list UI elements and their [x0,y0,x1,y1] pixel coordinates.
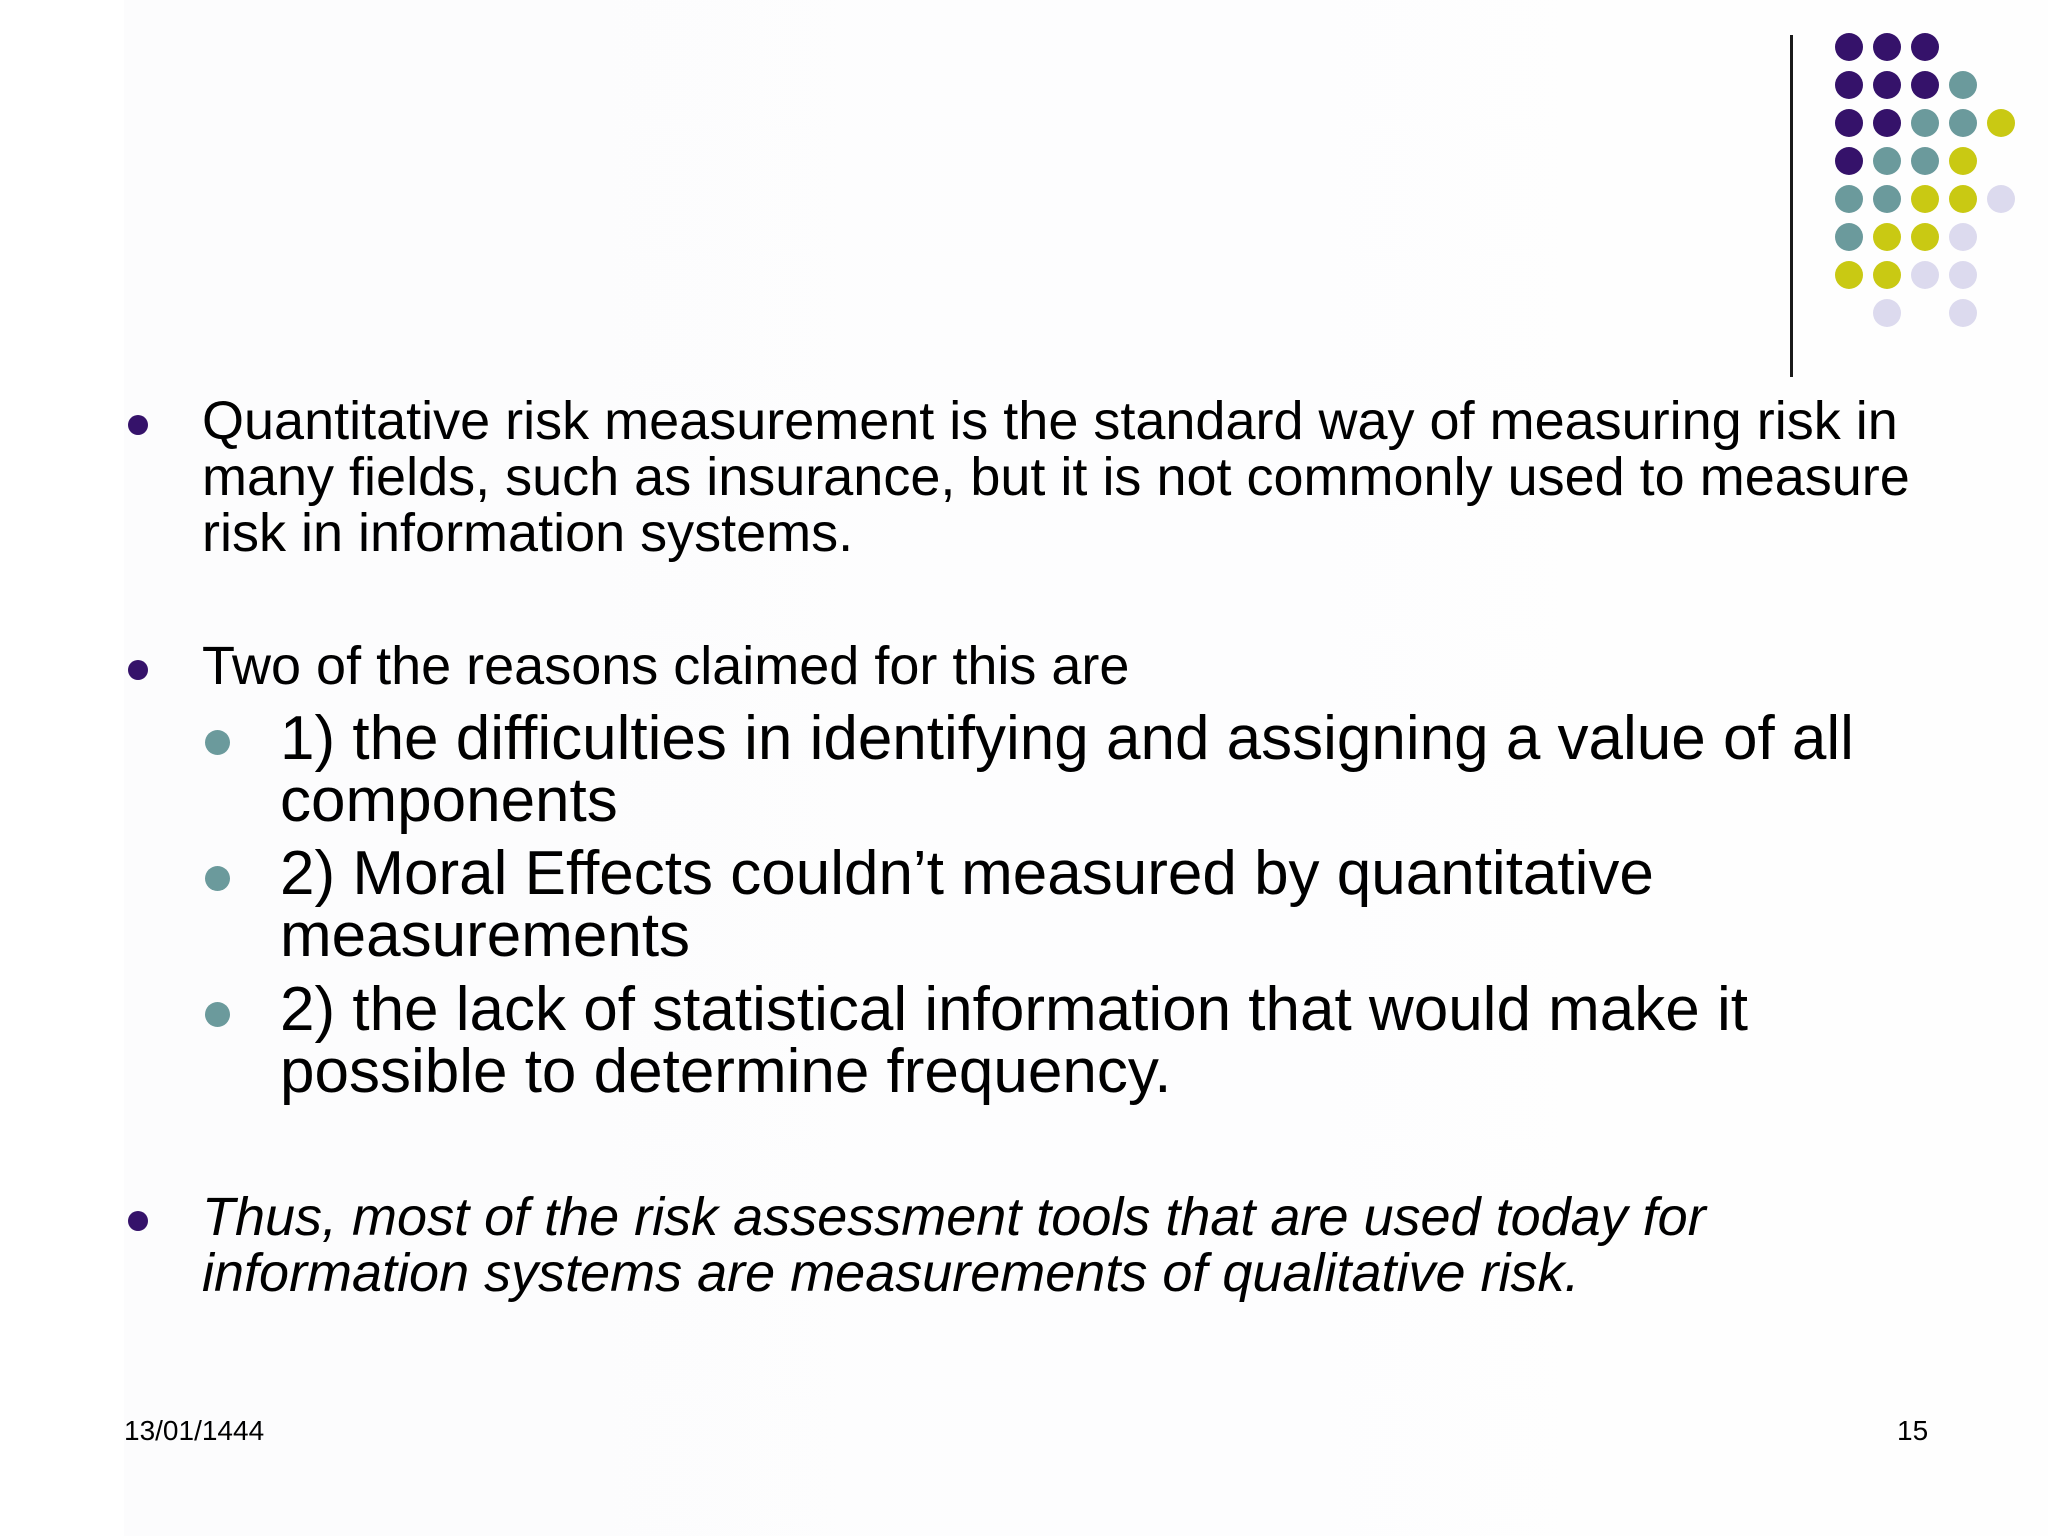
bullet-marker [128,415,148,435]
footer-date: 13/01/1444 [124,1415,265,1446]
page-number: 15 [1897,1415,1929,1446]
bullet-text-reasons: Two of the reasons claimed for this are [202,636,1130,696]
sub-bullet-marker [205,730,230,755]
bullet-marker [128,660,148,680]
bullet-text-conclusion: Thus, most of the risk assessment tools that are used today for information systems are measurements of qualitative risk. [202,1187,1706,1303]
sub-item-difficulties: 1) the difficulties in identifying and assigning a value of all components [280,704,1854,835]
sub-bullet-marker [205,1002,230,1027]
sub-item-statistical-info: 2) the lack of statistical information that would make it possible to determine frequency. [280,975,1748,1106]
bullet-marker [128,1211,148,1231]
sub-item-moral-effects: 2) Moral Effects couldn’t measured by quantitative measurements [280,839,1654,970]
bullet-text-quantitative: Quantitative risk measurement is the standard way of measuring risk in many fields, such as insurance, but it is not commonly used to measure risk in information systems. [202,391,1910,563]
sub-bullet-marker [205,866,230,891]
